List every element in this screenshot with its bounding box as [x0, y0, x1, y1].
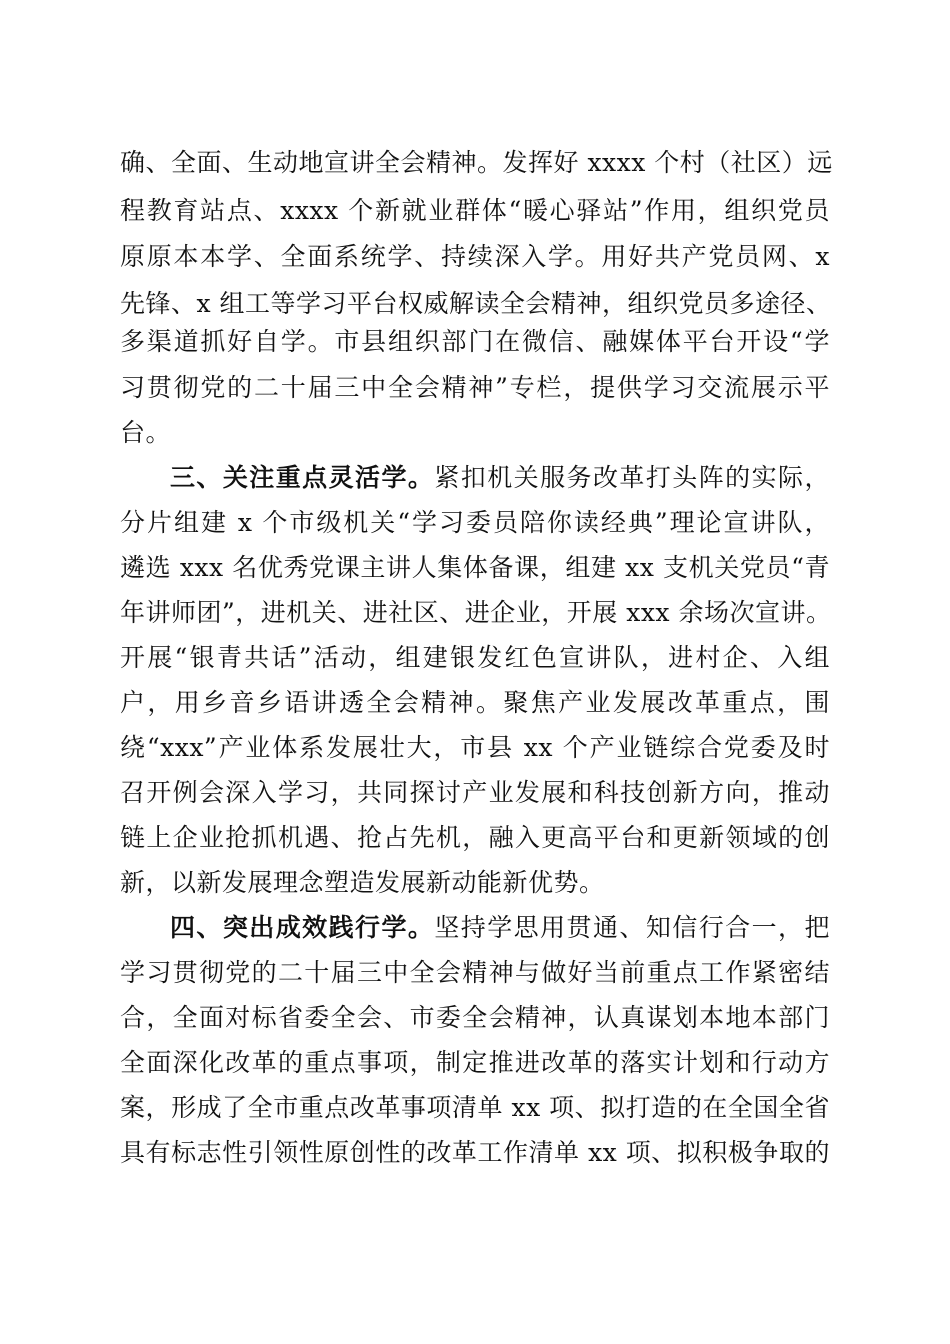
paragraph-1-line-5: 多渠道抓好自学。市县组织部门在微信、融媒体平台开设“学: [120, 327, 830, 356]
paragraph-1-line-4: 先锋、x 组工等学习平台权威解读全会精神，组织党员多途径、: [120, 289, 832, 318]
paragraph-2-line-7: 绕“xxx”产业体系发展壮大，市县 xx 个产业链综合党委及时: [120, 733, 830, 762]
paragraph-2-first-line: [170, 463, 830, 493]
paragraph-3-line-6: 具有标志性引领性原创性的改革工作清单 xx 项、拟积极争取的: [120, 1138, 830, 1167]
paragraph-2-line-5: 开展“银青共话”活动，组建银发红色宣讲队，进村企、入组: [120, 643, 830, 672]
paragraph-2-line-6: 户，用乡音乡语讲透全会精神。聚焦产业发展改革重点，围: [120, 688, 830, 717]
paragraph-1-line-2: 程教育站点、xxxx 个新就业群体“暖心驿站”作用，组织党员: [120, 196, 830, 225]
section-heading-4: 四、突出成效践行学。: [170, 913, 435, 942]
paragraph-2-line-4: 年讲师团”，进机关、进社区、进企业，开展 xxx 余场次宣讲。: [120, 598, 832, 627]
paragraph-2-line-2: 分片组建 x 个市级机关“学习委员陪你读经典”理论宣讲队，: [120, 508, 830, 537]
paragraph-1-line-7: 台。: [120, 418, 172, 447]
paragraph-2-line-8: 召开例会深入学习，共同探讨产业发展和科技创新方向，推动: [120, 778, 830, 807]
paragraph-2-line-10: 新，以新发展理念塑造发展新动能新优势。: [120, 868, 605, 897]
paragraph-1-line-1: 确、全面、生动地宣讲全会精神。发挥好 xxxx 个村（社区）远: [120, 148, 833, 177]
paragraph-3-line-3: 合，全面对标省委全会、市委全会精神，认真谋划本地本部门: [120, 1003, 830, 1032]
paragraph-3-first-line-text: 坚持学思用贯通、知信行合一，把: [434, 913, 830, 942]
paragraph-1-line-6: 习贯彻党的二十届三中全会精神”专栏，提供学习交流展示平: [120, 373, 830, 402]
paragraph-3-line-2: 学习贯彻党的二十届三中全会精神与做好当前重点工作紧密结: [120, 958, 830, 987]
section-heading-3: 三、关注重点灵活学。: [170, 463, 435, 492]
paragraph-2-line-9: 链上企业抢抓机遇、抢占先机，融入更高平台和更新领域的创: [120, 823, 830, 852]
paragraph-2-first-line-text: 紧扣机关服务改革打头阵的实际，: [434, 463, 830, 492]
paragraph-1-line-3: 原原本本学、全面系统学、持续深入学。用好共产党员网、x: [120, 242, 830, 271]
paragraph-3-line-4: 全面深化改革的重点事项，制定推进改革的落实计划和行动方: [120, 1048, 830, 1077]
paragraph-2-line-3: 遴选 xxx 名优秀党课主讲人集体备课，组建 xx 支机关党员“青: [120, 553, 830, 582]
paragraph-3-line-5: 案，形成了全市重点改革事项清单 xx 项、拟打造的在全国全省: [120, 1093, 830, 1122]
paragraph-3-first-line: [170, 913, 830, 943]
